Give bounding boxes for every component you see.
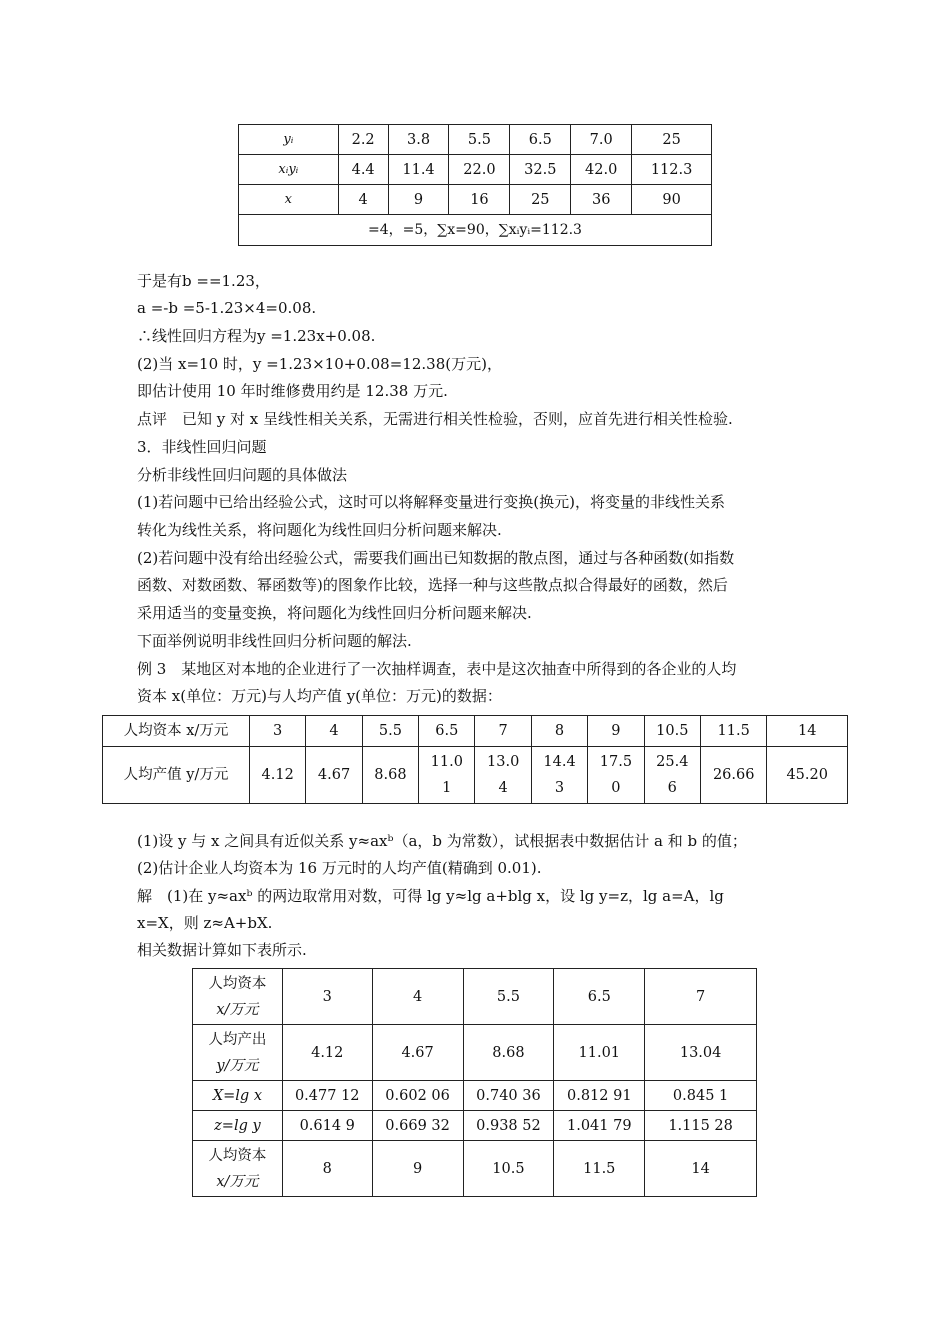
table-row [193, 1081, 757, 1111]
text-line: (2)当 x=10 时，y =1.23×10+0.08=12.38(万元)， [137, 355, 502, 373]
table-cell: 9 [588, 716, 644, 747]
row-label: 人均产值 y/万元 [103, 747, 250, 804]
table-row [239, 125, 712, 155]
table-cell: 3 [249, 716, 305, 747]
table-cell: 26.66 [700, 747, 766, 804]
table-cell: 7.0 [571, 125, 632, 155]
table-cell: 6.5 [510, 125, 571, 155]
text-line: 解 (1)在 y≈axᵇ 的两边取常用对数，可得 lg y≈lg a+blg x，设 lg y=z，lg a=A，lg [137, 887, 724, 905]
table-cell [531, 747, 587, 804]
table-cell: 8 [531, 716, 587, 747]
table-cell: 4.67 [306, 747, 362, 804]
table-row [239, 185, 712, 215]
text-line: (2)估计企业人均资本为 16 万元时的人均产值(精确到 0.01). [137, 859, 542, 877]
text-line: 例 3 某地区对本地的企业进行了一次抽样调查，表中是这次抽查中所得到的各企业的人均 [137, 660, 737, 678]
text-line: 点评 已知 y 对 x 呈线性相关关系，无需进行相关性检验，否则，应首先进行相关性检验. [137, 410, 733, 428]
cell-part: 17.5 [599, 754, 633, 770]
table-cell: 0.938 52 [463, 1111, 554, 1141]
cell-part: 13.0 [487, 754, 520, 770]
table-cell: 3 [282, 969, 372, 1025]
table-cell [644, 747, 700, 804]
table-cell: 4.12 [249, 747, 305, 804]
table-cell: 5.5 [449, 125, 510, 155]
table-row [193, 969, 757, 1025]
text-line: ∴线性回归方程为y =1.23x+0.08. [137, 327, 376, 345]
row-label [193, 1025, 283, 1081]
text-line: 于是有b ==1.23， [137, 272, 270, 290]
text-line: 相关数据计算如下表所示. [137, 941, 307, 959]
table-cell: 8.68 [463, 1025, 554, 1081]
table-cell: 10.5 [644, 716, 700, 747]
row-label: 人均资本 x/万元 [103, 716, 250, 747]
table-cell: 4 [306, 716, 362, 747]
table-cell [475, 747, 531, 804]
table-cell: 14 [645, 1141, 757, 1197]
table-cell: 4.4 [338, 155, 388, 185]
label-part: y/万元 [216, 1057, 259, 1074]
table-cell: 13.04 [645, 1025, 757, 1081]
text-line: 分析非线性回归问题的具体做法 [137, 466, 348, 484]
row-label: yᵢ [239, 125, 339, 155]
table-cell: 9 [372, 1141, 463, 1197]
text-line: a =-b =5-1.23×4=0.08. [137, 299, 317, 317]
row-label: X=lg x [193, 1081, 283, 1111]
table-cell: 0.812 91 [554, 1081, 645, 1111]
row-label: xᵢyᵢ [239, 155, 339, 185]
table-row [103, 716, 848, 747]
section-heading: 3．非线性回归问题 [137, 438, 267, 456]
table-cell: 4.67 [372, 1025, 463, 1081]
cell-part: 6 [667, 780, 677, 796]
table-cell: 25 [510, 185, 571, 215]
summary-cell: =4，=5，∑x=90，∑xᵢyᵢ=112.3 [239, 215, 712, 246]
text-line: 即估计使用 10 年时维修费用约是 12.38 万元. [137, 382, 448, 400]
label-part: 人均资本 [208, 1147, 267, 1164]
table-cell: 5.5 [463, 969, 554, 1025]
text-line: (1)设 y 与 x 之间具有近似关系 y≈axᵇ（a，b 为常数），试根据表中数据估计 a 和 b 的值； [137, 832, 747, 850]
table-cell: 42.0 [571, 155, 632, 185]
label-part: 人均产出 [208, 1031, 267, 1048]
table-cell [588, 747, 644, 804]
table-cell: 32.5 [510, 155, 571, 185]
label-part: 人均资本 [208, 975, 267, 992]
table-cell: 11.5 [700, 716, 766, 747]
table-cell: 25 [632, 125, 712, 155]
table-cell: 4 [372, 969, 463, 1025]
capital-output-table [102, 715, 848, 804]
table-cell: 22.0 [449, 155, 510, 185]
label-part: x/万元 [216, 1173, 259, 1190]
table-cell: 7 [475, 716, 531, 747]
table-cell: 8.68 [362, 747, 418, 804]
table-cell: 112.3 [632, 155, 712, 185]
table-cell: 4 [338, 185, 388, 215]
table-cell: 0.740 36 [463, 1081, 554, 1111]
text-line: (2)若问题中没有给出经验公式，需要我们画出已知数据的散点图，通过与各种函数(如指数 [137, 549, 735, 567]
table-cell: 10.5 [463, 1141, 554, 1197]
table-cell: 0.845 1 [645, 1081, 757, 1111]
cell-part: 0 [611, 780, 621, 796]
table-cell: 6.5 [419, 716, 475, 747]
table-cell: 9 [388, 185, 449, 215]
cell-part: 11.0 [430, 754, 463, 770]
text-line: 采用适当的变量变换，将问题化为线性回归分析问题来解决. [137, 604, 532, 622]
table-cell: 8 [282, 1141, 372, 1197]
regression-sums-table [238, 124, 712, 246]
table-cell: 0.477 12 [282, 1081, 372, 1111]
table-row [193, 1141, 757, 1197]
table-cell: 0.669 32 [372, 1111, 463, 1141]
table-cell: 4.12 [282, 1025, 372, 1081]
text-line: (1)若问题中已给出经验公式，这时可以将解释变量进行变换(换元)，将变量的非线性关系 [137, 493, 725, 511]
table-cell: 5.5 [362, 716, 418, 747]
text-line: 函数、对数函数、幂函数等)的图象作比较，选择一种与这些散点拟合得最好的函数，然后 [137, 576, 728, 594]
table-cell: 11.5 [554, 1141, 645, 1197]
row-label: z=lg y [193, 1111, 283, 1141]
table-cell: 14 [767, 716, 848, 747]
table-cell: 90 [632, 185, 712, 215]
cell-part: 4 [498, 780, 508, 796]
summary-row [239, 215, 712, 246]
cell-part: 3 [554, 780, 565, 796]
table-cell: 11.01 [554, 1025, 645, 1081]
table-cell: 45.20 [767, 747, 848, 804]
table-cell: 36 [571, 185, 632, 215]
table-row [193, 1111, 757, 1141]
cell-part: 1 [442, 780, 452, 796]
text-line: 转化为线性关系，将问题化为线性回归分析问题来解决. [137, 521, 502, 539]
row-label: x [239, 185, 339, 215]
table-cell: 7 [645, 969, 757, 1025]
row-label [193, 1141, 283, 1197]
text-line: x=X，则 z≈A+bX. [137, 914, 273, 932]
text-line: 下面举例说明非线性回归分析问题的解法. [137, 632, 412, 650]
table-cell: 1.041 79 [554, 1111, 645, 1141]
log-transform-table [192, 968, 757, 1197]
table-cell: 2.2 [338, 125, 388, 155]
table-cell: 1.115 28 [645, 1111, 757, 1141]
row-label [193, 969, 283, 1025]
text-line: 资本 x(单位：万元)与人均产值 y(单位：万元)的数据： [137, 687, 502, 705]
label-part: x/万元 [216, 1001, 259, 1018]
cell-part: 14.4 [543, 754, 576, 770]
table-cell [419, 747, 475, 804]
table-cell: 11.4 [388, 155, 449, 185]
cell-part: 25.4 [656, 754, 689, 770]
table-row [193, 1025, 757, 1081]
table-cell: 6.5 [554, 969, 645, 1025]
table-row [103, 747, 848, 804]
table-cell: 0.614 9 [282, 1111, 372, 1141]
table-cell: 16 [449, 185, 510, 215]
table-cell: 0.602 06 [372, 1081, 463, 1111]
table-cell: 3.8 [388, 125, 449, 155]
table-row [239, 155, 712, 185]
